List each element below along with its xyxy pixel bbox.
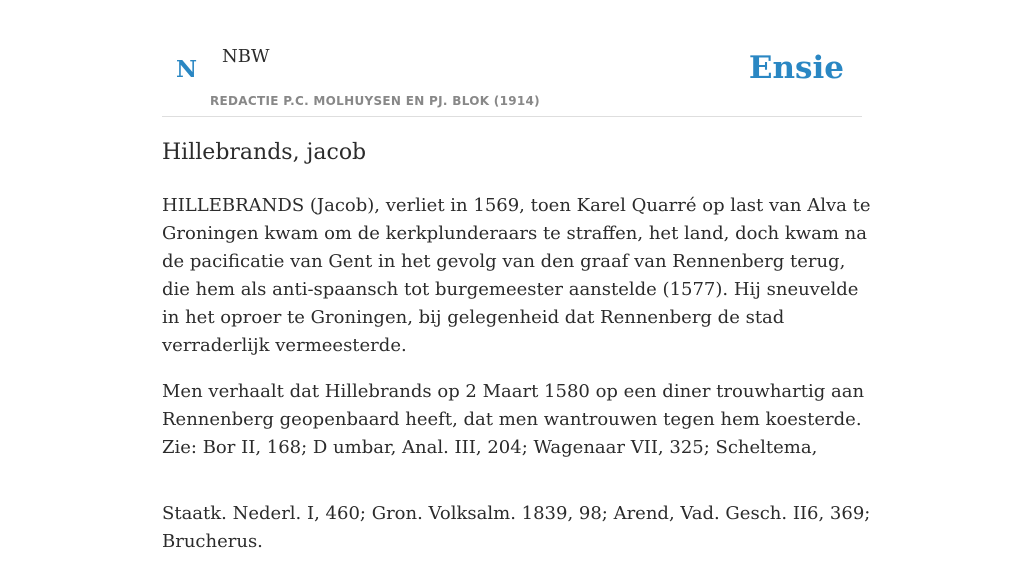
article-body xyxy=(162,192,872,574)
article-page xyxy=(162,0,871,552)
header xyxy=(162,0,862,117)
paragraph-2: Men verhaalt dat Hillebrands op 2 Maart 1580 op een diner trouwhartig aan Rennenberg geopenbaard heeft, dat men wantrouwen tegen hem koesterde. Zie: Bor II, 168; D umbar, Anal. III, 204; Wagenaar VII, 325; Scheltema, xyxy=(162,381,865,458)
edition-label: REDACTIE P.C. MOLHUYSEN EN PJ. BLOK (1914) xyxy=(210,94,540,108)
brand-logo[interactable]: Ensie xyxy=(748,50,844,86)
source-logo[interactable]: N xyxy=(176,56,198,83)
paragraph-1: HILLEBRANDS (Jacob), verliet in 1569, toen Karel Quarré op last van Alva te Groningen kwam om de kerkplunderaars te straffen, het land, doch kwam na de pacificatie van Gent in het gevolg van den graaf van Rennenberg terug, die hem als anti-spaansch tot burgemeester aanstelde (1577). Hij sneuvelde in het oproer te Groningen, bij gelegenheid dat Rennenberg de stad verraderlijk vermeesterde. xyxy=(162,195,871,356)
paragraph-3: Staatk. Nederl. I, 460; Gron. Volksalm. 1839, 98; Arend, Vad. Gesch. II6, 369; Brucherus. xyxy=(162,503,871,552)
page-title: Hillebrands, jacob xyxy=(162,140,367,165)
source-name: NBW xyxy=(222,46,270,67)
